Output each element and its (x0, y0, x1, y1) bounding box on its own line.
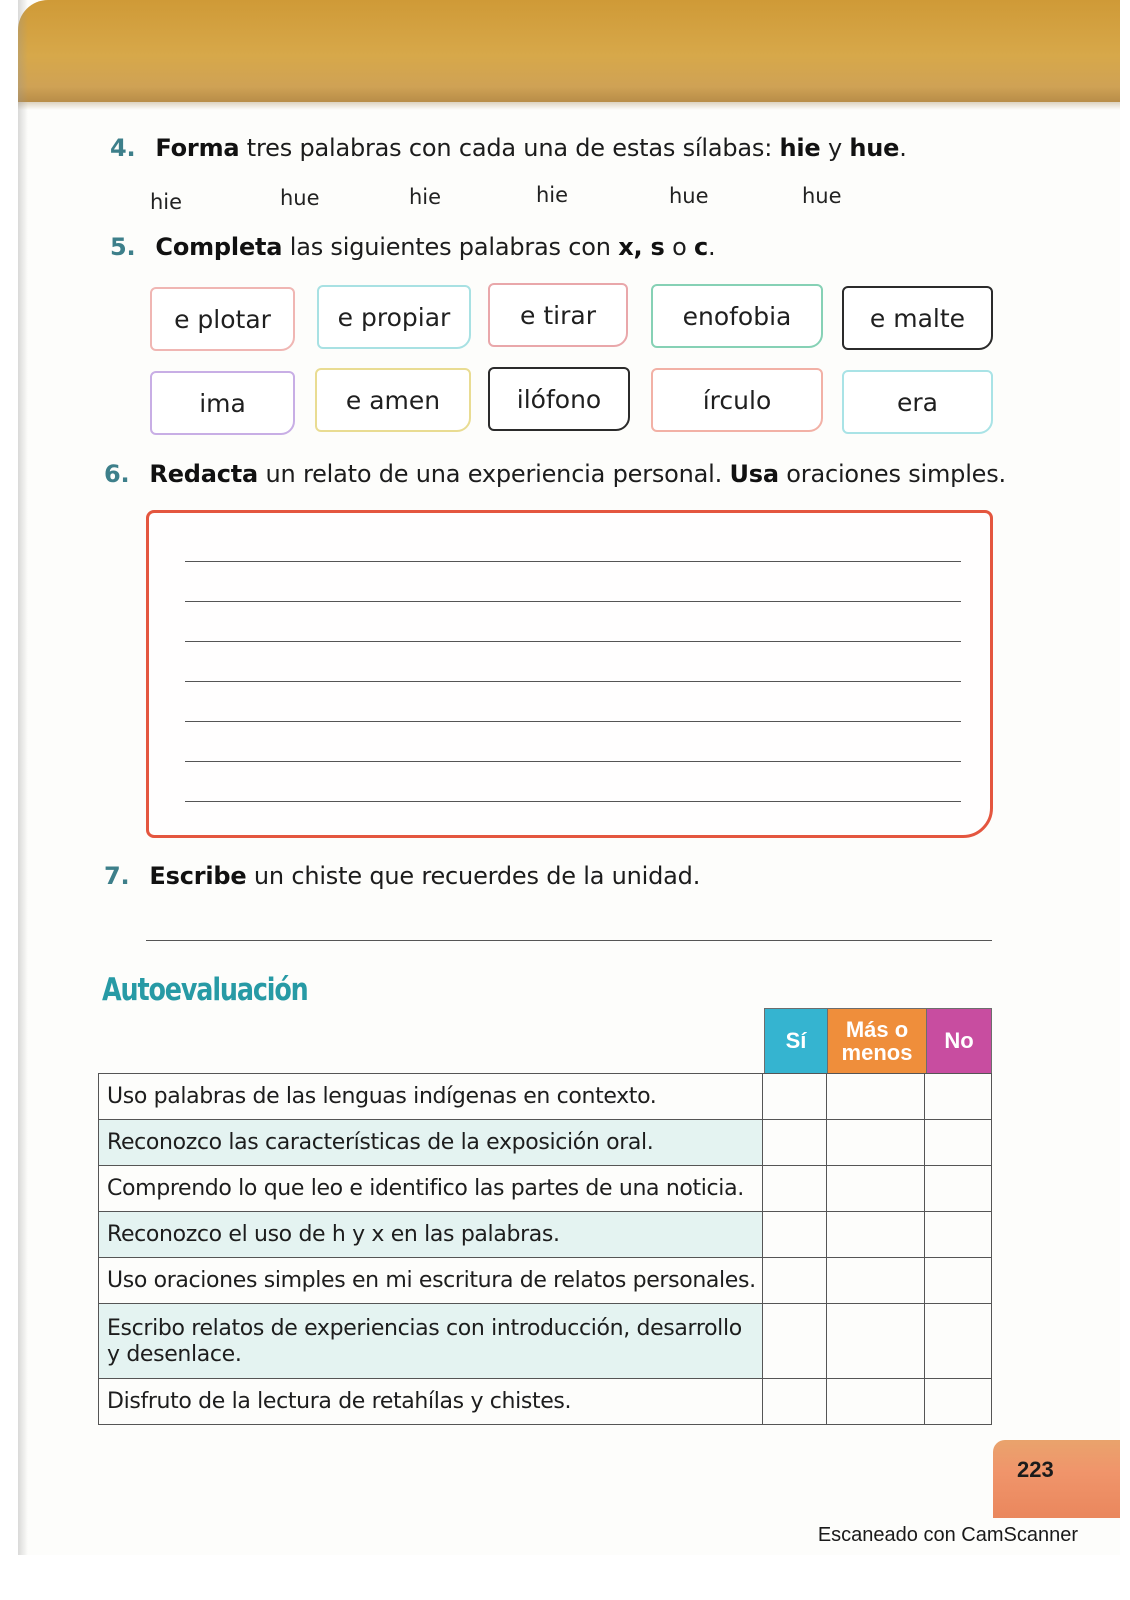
word-box[interactable]: e propiar (317, 285, 471, 349)
criterion: Reconozco las características de la exposición oral. (99, 1120, 763, 1166)
binding-shadow (18, 0, 28, 1555)
check-cell-mas-o-menos[interactable] (826, 1258, 925, 1304)
word-box[interactable]: ilófono (488, 367, 630, 431)
check-cell-mas-o-menos[interactable] (826, 1120, 925, 1166)
letter-c: c (693, 233, 709, 261)
question-text: un relato de una experiencia personal. (258, 460, 730, 488)
writing-line[interactable] (185, 801, 961, 802)
answer-syllable: hue (669, 184, 709, 208)
question-text: un chiste que recuerdes de la unidad. (246, 862, 701, 890)
check-cell-mas-o-menos[interactable] (826, 1304, 925, 1379)
writing-line[interactable] (185, 601, 961, 602)
question-number: 4. (110, 134, 136, 162)
criterion: Reconozco el uso de h y x en las palabras. (99, 1212, 763, 1258)
question-text: tres palabras con cada una de estas sílabas: (239, 134, 780, 162)
check-cell-no[interactable] (925, 1379, 992, 1425)
writing-box[interactable] (146, 510, 993, 838)
criterion: Disfruto de la lectura de retahílas y chistes. (99, 1379, 763, 1425)
table-row (99, 1212, 992, 1258)
table-row (99, 1379, 992, 1425)
answer-syllable: hue (280, 186, 320, 210)
question-text: y (820, 134, 850, 162)
check-cell-si[interactable] (762, 1166, 826, 1212)
instruction-verb: Redacta (149, 460, 259, 488)
question-4 (110, 134, 907, 162)
table-row (99, 1074, 992, 1120)
writing-line[interactable] (185, 641, 961, 642)
word-box[interactable]: era (842, 370, 993, 434)
check-cell-si[interactable] (762, 1379, 826, 1425)
check-cell-no[interactable] (925, 1304, 992, 1379)
check-cell-si[interactable] (762, 1074, 826, 1120)
check-cell-no[interactable] (925, 1166, 992, 1212)
check-cell-no[interactable] (925, 1258, 992, 1304)
writing-line[interactable] (185, 721, 961, 722)
writing-line[interactable] (185, 561, 961, 562)
question-6 (104, 460, 1006, 488)
writing-line[interactable] (185, 761, 961, 762)
column-header-mas-o-menos: Más o menos (827, 1008, 927, 1074)
word-box[interactable]: e tirar (488, 283, 628, 347)
self-assessment-table (98, 1073, 992, 1425)
check-cell-si[interactable] (762, 1212, 826, 1258)
question-text: . (899, 134, 907, 162)
check-cell-mas-o-menos[interactable] (826, 1212, 925, 1258)
check-cell-mas-o-menos[interactable] (826, 1074, 925, 1120)
table-row (99, 1304, 992, 1379)
question-text: o (664, 233, 694, 261)
header-band (18, 0, 1120, 102)
question-number: 5. (110, 233, 136, 261)
criterion: Uso oraciones simples en mi escritura de relatos personales. (99, 1258, 763, 1304)
check-cell-mas-o-menos[interactable] (826, 1379, 925, 1425)
page-number-tab (993, 1440, 1120, 1518)
word-box[interactable]: írculo (651, 368, 823, 432)
check-cell-si[interactable] (762, 1120, 826, 1166)
instruction-verb: Forma (155, 134, 240, 162)
writing-line[interactable] (185, 681, 961, 682)
column-header-si: Sí (764, 1008, 828, 1074)
question-text: . (708, 233, 716, 261)
check-cell-no[interactable] (925, 1212, 992, 1258)
question-number: 6. (104, 460, 130, 488)
instruction-verb: Usa (729, 460, 779, 488)
instruction-verb: Escribe (149, 862, 247, 890)
word-box[interactable]: e plotar (150, 287, 295, 351)
section-title: Autoevaluación (102, 972, 308, 1008)
question-5 (110, 233, 715, 261)
check-cell-si[interactable] (762, 1304, 826, 1379)
table-row (99, 1258, 992, 1304)
check-cell-no[interactable] (925, 1074, 992, 1120)
answer-syllable: hie (150, 190, 183, 214)
syllable-hue: hue (849, 134, 900, 162)
word-box[interactable]: ima (150, 371, 295, 435)
criterion: Comprendo lo que leo e identifico las partes de una noticia. (99, 1166, 763, 1212)
criterion: Escribo relatos de experiencias con introducción, desarrollo y desenlace. (99, 1304, 763, 1379)
syllable-hie: hie (779, 134, 821, 162)
column-header-no: No (926, 1008, 992, 1074)
page-number: 223 (1017, 1457, 1054, 1482)
answer-syllable: hue (802, 184, 842, 208)
word-box[interactable]: e amen (315, 368, 471, 432)
table-row (99, 1166, 992, 1212)
check-cell-mas-o-menos[interactable] (826, 1166, 925, 1212)
instruction-verb: Completa (155, 233, 283, 261)
question-number: 7. (104, 862, 130, 890)
workbook-page (18, 0, 1120, 1555)
question-text: oraciones simples. (778, 460, 1006, 488)
word-box[interactable]: e malte (842, 286, 993, 350)
letters: x, s (618, 233, 665, 261)
check-cell-no[interactable] (925, 1120, 992, 1166)
word-box[interactable]: enofobia (651, 284, 823, 348)
check-cell-si[interactable] (762, 1258, 826, 1304)
scanner-watermark: Escaneado con CamScanner (817, 1524, 1078, 1546)
question-text: las siguientes palabras con (282, 233, 619, 261)
answer-syllable: hie (409, 185, 442, 209)
table-row (99, 1120, 992, 1166)
answer-line[interactable] (146, 940, 992, 941)
criterion: Uso palabras de las lenguas indígenas en contexto. (99, 1074, 763, 1120)
question-7 (104, 862, 700, 890)
answer-syllable: hie (536, 183, 569, 207)
